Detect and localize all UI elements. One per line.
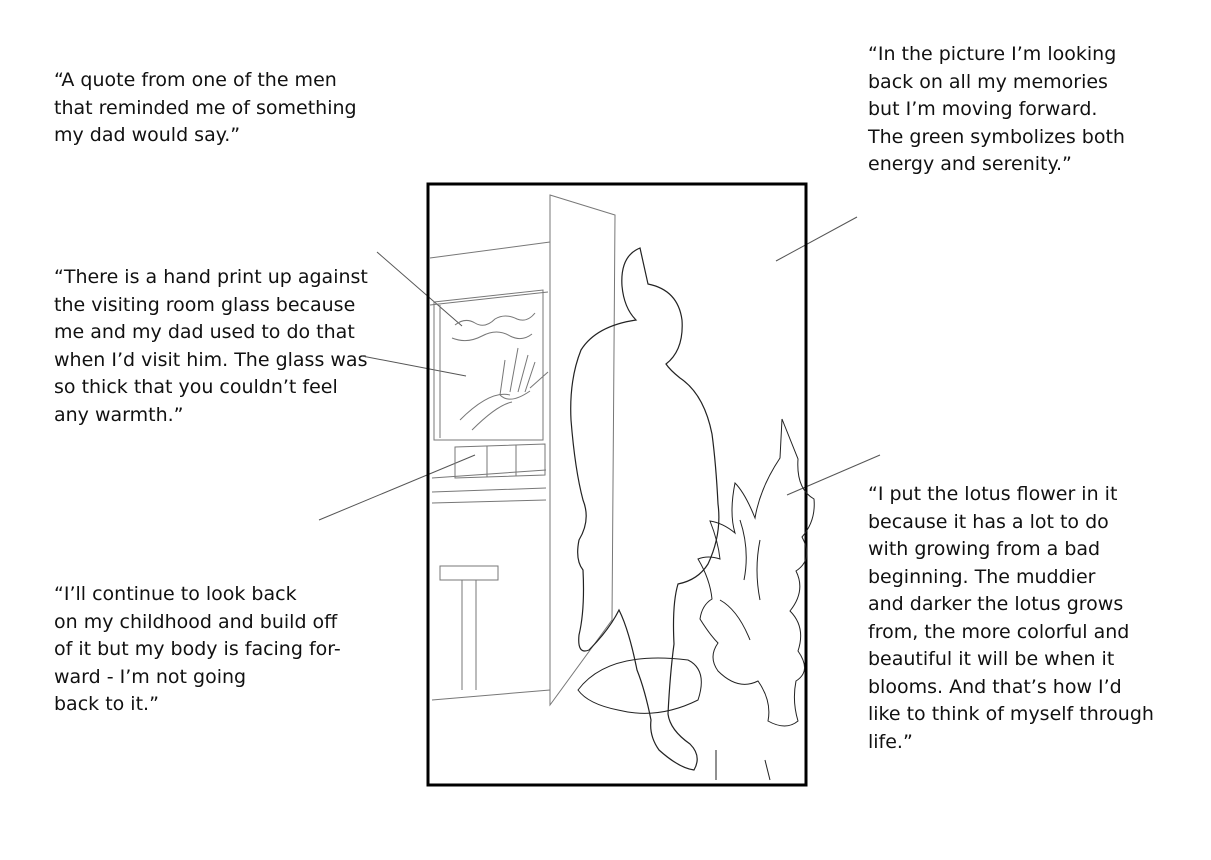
person-silhouette	[571, 248, 719, 770]
leader-line-glass	[362, 356, 466, 376]
glass-reflection	[452, 332, 532, 341]
visiting-window	[434, 290, 543, 440]
quote-moving-forward: “In the picture I’m looking back on all my memories but I’m moving forward. The green symbolizes both energy and serenity.”	[868, 43, 1125, 175]
picture-frame	[428, 184, 806, 785]
quote-hand-print: “There is a hand print up against the visiting room glass because me and my dad used to do that when I’d visit him. The glass was so thick that you couldn’t feel any warmth.”	[54, 266, 368, 426]
lotus-leaf	[578, 658, 701, 713]
lotus-stem	[765, 760, 770, 780]
leader-line-childhood	[319, 455, 475, 520]
hand-print	[500, 348, 548, 399]
floor-line	[432, 690, 550, 700]
quote-dad-saying: “A quote from one of the men that reminded me of something my dad would say.”	[54, 69, 357, 146]
leader-line-memories	[776, 217, 857, 261]
glass-reflection	[455, 313, 535, 325]
stool-seat	[440, 566, 498, 580]
arm-outline	[460, 394, 512, 430]
wall-line	[430, 242, 550, 258]
leader-line-lotus	[787, 455, 880, 495]
counter-top	[432, 470, 546, 503]
leader-line-hand-print	[377, 252, 462, 326]
lotus-petal	[720, 520, 760, 640]
quote-childhood: “I’ll continue to look back on my childhood and build off of it but my body is facing for- ward - I’m not going back to it.”	[54, 583, 341, 715]
door-panel	[550, 195, 615, 705]
quote-lotus-flower: “I put the lotus flower in it because it has a lot to do with growing from a bad beginning. The muddier and darker the lotus grows from, the more colorful and beautiful it will be when it blooms. And that’s how I’d like to think of myself through life.”	[868, 483, 1154, 753]
wall-line	[430, 292, 548, 305]
